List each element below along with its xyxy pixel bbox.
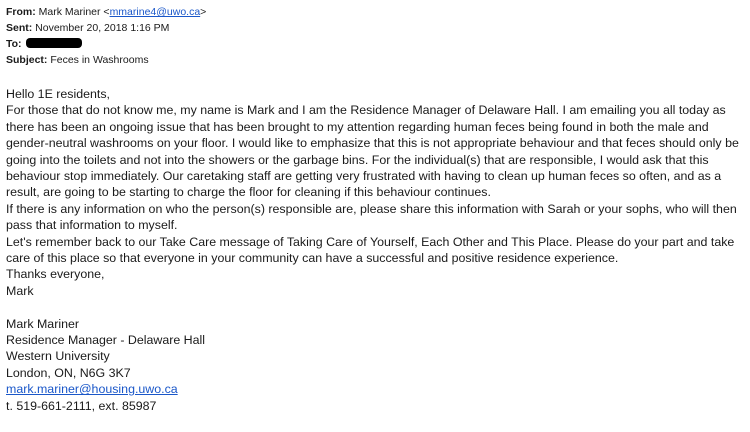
paragraph-take-care: Let's remember back to our Take Care message of Taking Care of Yourself, Each Other and This Place. Please do your part and take care of this place so that everyone in your community can have a successful and positive residence experience. xyxy=(6,234,735,266)
to-label: To: xyxy=(6,38,22,50)
signature-email-link[interactable]: mark.mariner@housing.uwo.ca xyxy=(6,382,178,397)
signature-title: Residence Manager - Delaware Hall xyxy=(6,333,206,348)
signature-name: Mark Mariner xyxy=(6,316,79,331)
to-line xyxy=(6,36,206,52)
sent-line xyxy=(6,20,206,36)
from-close: > xyxy=(200,6,207,18)
signature-spacer xyxy=(6,299,744,315)
redacted-recipient xyxy=(26,38,82,48)
signature-location: London, ON, N6G 3K7 xyxy=(6,365,131,380)
from-email-link[interactable]: mmarine4@uwo.ca xyxy=(109,6,201,18)
greeting: Hello 1E residents, xyxy=(6,87,110,101)
sent-value: November 20, 2018 1:16 PM xyxy=(35,22,170,34)
email-header xyxy=(6,4,206,68)
subject-label: Subject: xyxy=(6,54,48,66)
signature-organization: Western University xyxy=(6,349,110,364)
closing: Thanks everyone, xyxy=(6,267,105,282)
subject-value: Feces in Washrooms xyxy=(50,54,149,66)
paragraph-intro: For those that do not know me, my name is Mark and I am the Residence Manager of Delaware Hall. I am emailing you all today as there has been an ongoing issue that has been brought to my attention regarding human feces being found in both the male and gender-neutral washrooms on your floor. I would like to emphasize that this is not appropriate behaviour and that feces should only be going into the toilets and not into the showers or the garbage bins. For the individual(s) that are responsible, I would ask that this behaviour stop immediately. Our caretaking staff are getting very frustrated with having to clean up human feces so often, and as a result, are going to be starting to charge the floor for cleaning if this behaviour continues. xyxy=(6,103,739,200)
sent-label: Sent: xyxy=(6,22,33,34)
email-body xyxy=(6,86,744,414)
signature-phone: t. 519-661-2111, ext. 85987 xyxy=(6,398,157,413)
subject-line xyxy=(6,52,206,68)
paragraph-information: If there is any information on who the person(s) responsible are, please share this information with Sarah or your sophs, who will then pass that information to myself. xyxy=(6,201,737,233)
from-name: Mark Mariner < xyxy=(38,6,110,18)
from-line xyxy=(6,4,206,20)
sign-name: Mark xyxy=(6,283,34,298)
from-label: From: xyxy=(6,6,36,18)
